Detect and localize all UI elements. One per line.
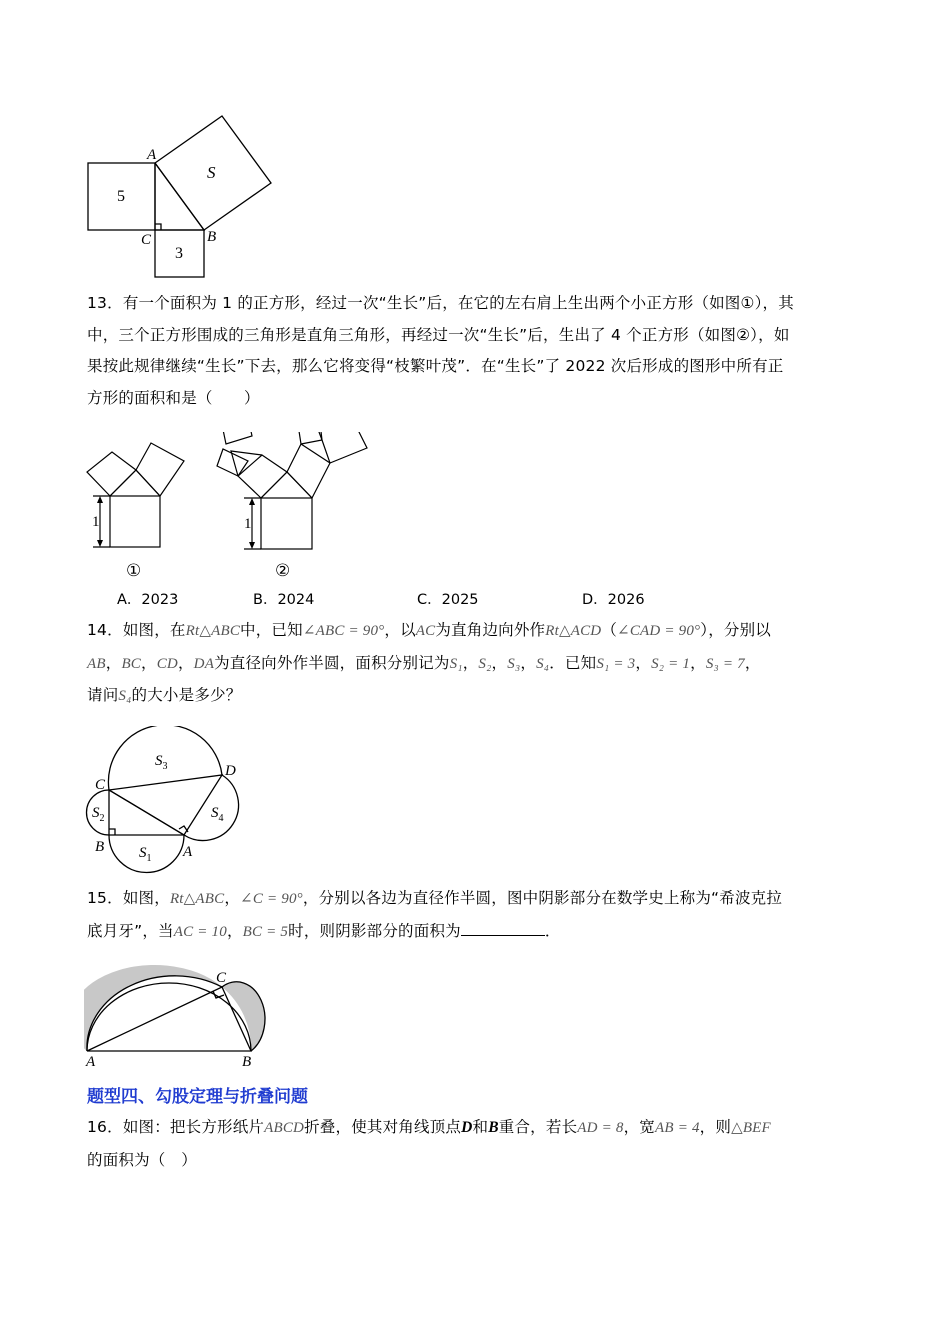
q16-line-2: 的面积为（ ） (87, 1150, 197, 1169)
label-B: B (242, 1054, 252, 1070)
figure-q14 (84, 726, 254, 874)
label-S3: $S_3$ (155, 753, 168, 772)
label-C: C (216, 970, 227, 986)
lune-bc (222, 982, 265, 1051)
fig2-triangle (261, 472, 312, 498)
figure-q13 (84, 432, 384, 582)
q14-line-1: 14．如图，在Rt△ABC中，已知∠ABC = 90°，以AC为直角边向外作Rt△ACD（∠CAD = 90°），分别以 (87, 621, 772, 639)
answer-blank[interactable] (461, 919, 545, 936)
fig1-base-square (110, 496, 160, 547)
fig1-triangle (110, 470, 160, 496)
choice-d[interactable]: D．2026 (582, 592, 645, 608)
q14-line-3: 请问S₄的大小是多少？ (87, 686, 242, 704)
q13-line-4: 方形的面积和是（ ） (87, 388, 260, 407)
q16-line-1: 16．如图：把长方形纸片ABCD折叠，使其对角线顶点D和B重合，若长AD = 8，宽AB = 4，则△BEF (87, 1118, 771, 1136)
label-A: A (183, 844, 193, 860)
label-5: 5 (117, 188, 125, 205)
fig2-left-square (238, 455, 287, 498)
label-S4: $S_4$ (211, 805, 224, 824)
choice-b[interactable]: B．2024 (253, 592, 315, 608)
fig1-label: ① (126, 561, 142, 580)
section-heading: 题型四、勾股定理与折叠问题 (87, 1087, 308, 1107)
q14-line-2: AB，BC，CD，DA为直径向外作半圆，面积分别记为S₁，S₂，S₃，S₄．已知S₁ = 3，S₂ = 1，S₃ = 7， (87, 653, 761, 672)
q13-line-1: 13．有一个面积为 1 的正方形，经过一次“生长”后，在它的左右肩上生出两个小正方形（如图①），其 (87, 294, 794, 312)
label-S2: $S_2$ (92, 805, 105, 824)
q16-text (87, 1112, 867, 1176)
fig2-right-square (287, 444, 330, 498)
fig1-right-square (136, 443, 184, 496)
q13-text (87, 288, 867, 414)
fig2-label: ② (275, 561, 291, 580)
choice-a[interactable]: A．2023 (117, 592, 179, 608)
right-angle-mark (155, 224, 161, 230)
label-A: A (147, 147, 157, 163)
label-B: B (207, 229, 217, 245)
figure-q15 (84, 946, 284, 1072)
fig2-one: 1 (244, 516, 252, 532)
q15-line-2: 底月牙”，当AC = 10，BC = 5时，则阴影部分的面积为 ． (87, 916, 867, 949)
label-C: C (141, 232, 152, 248)
q13-line-3: 果按此规律继续“生长”下去，那么它将变得“枝繁叶茂”．在“生长”了 2022 次后形成的图形中所有正 (87, 357, 784, 375)
label-D: D (225, 763, 236, 779)
q14-text (87, 615, 867, 713)
q13-line-2: 中，三个正方形围成的三角形是直角三角形，再经过一次“生长”后，生出了 4 个正方形（如图②），如 (87, 325, 790, 344)
label-A: A (86, 1054, 96, 1070)
fig2-base-square (261, 498, 312, 549)
triangle-acd (109, 775, 222, 835)
label-S: S (207, 163, 216, 182)
choice-c[interactable]: C．2025 (417, 592, 479, 608)
label-B: B (95, 839, 105, 855)
fig1-one: 1 (92, 514, 100, 530)
figure-q12 (84, 112, 284, 284)
q15-line-1: 15．如图，Rt△ABC，∠C = 90°，分别以各边为直径作半圆，图中阴影部分在数学史上称为“希波克拉 (87, 889, 783, 907)
label-3: 3 (175, 245, 183, 262)
label-S1: $S_1$ (139, 845, 152, 864)
q15-text (87, 883, 867, 948)
label-C: C (95, 777, 106, 793)
right-triangle (155, 163, 204, 230)
fig1-left-square (87, 452, 136, 496)
